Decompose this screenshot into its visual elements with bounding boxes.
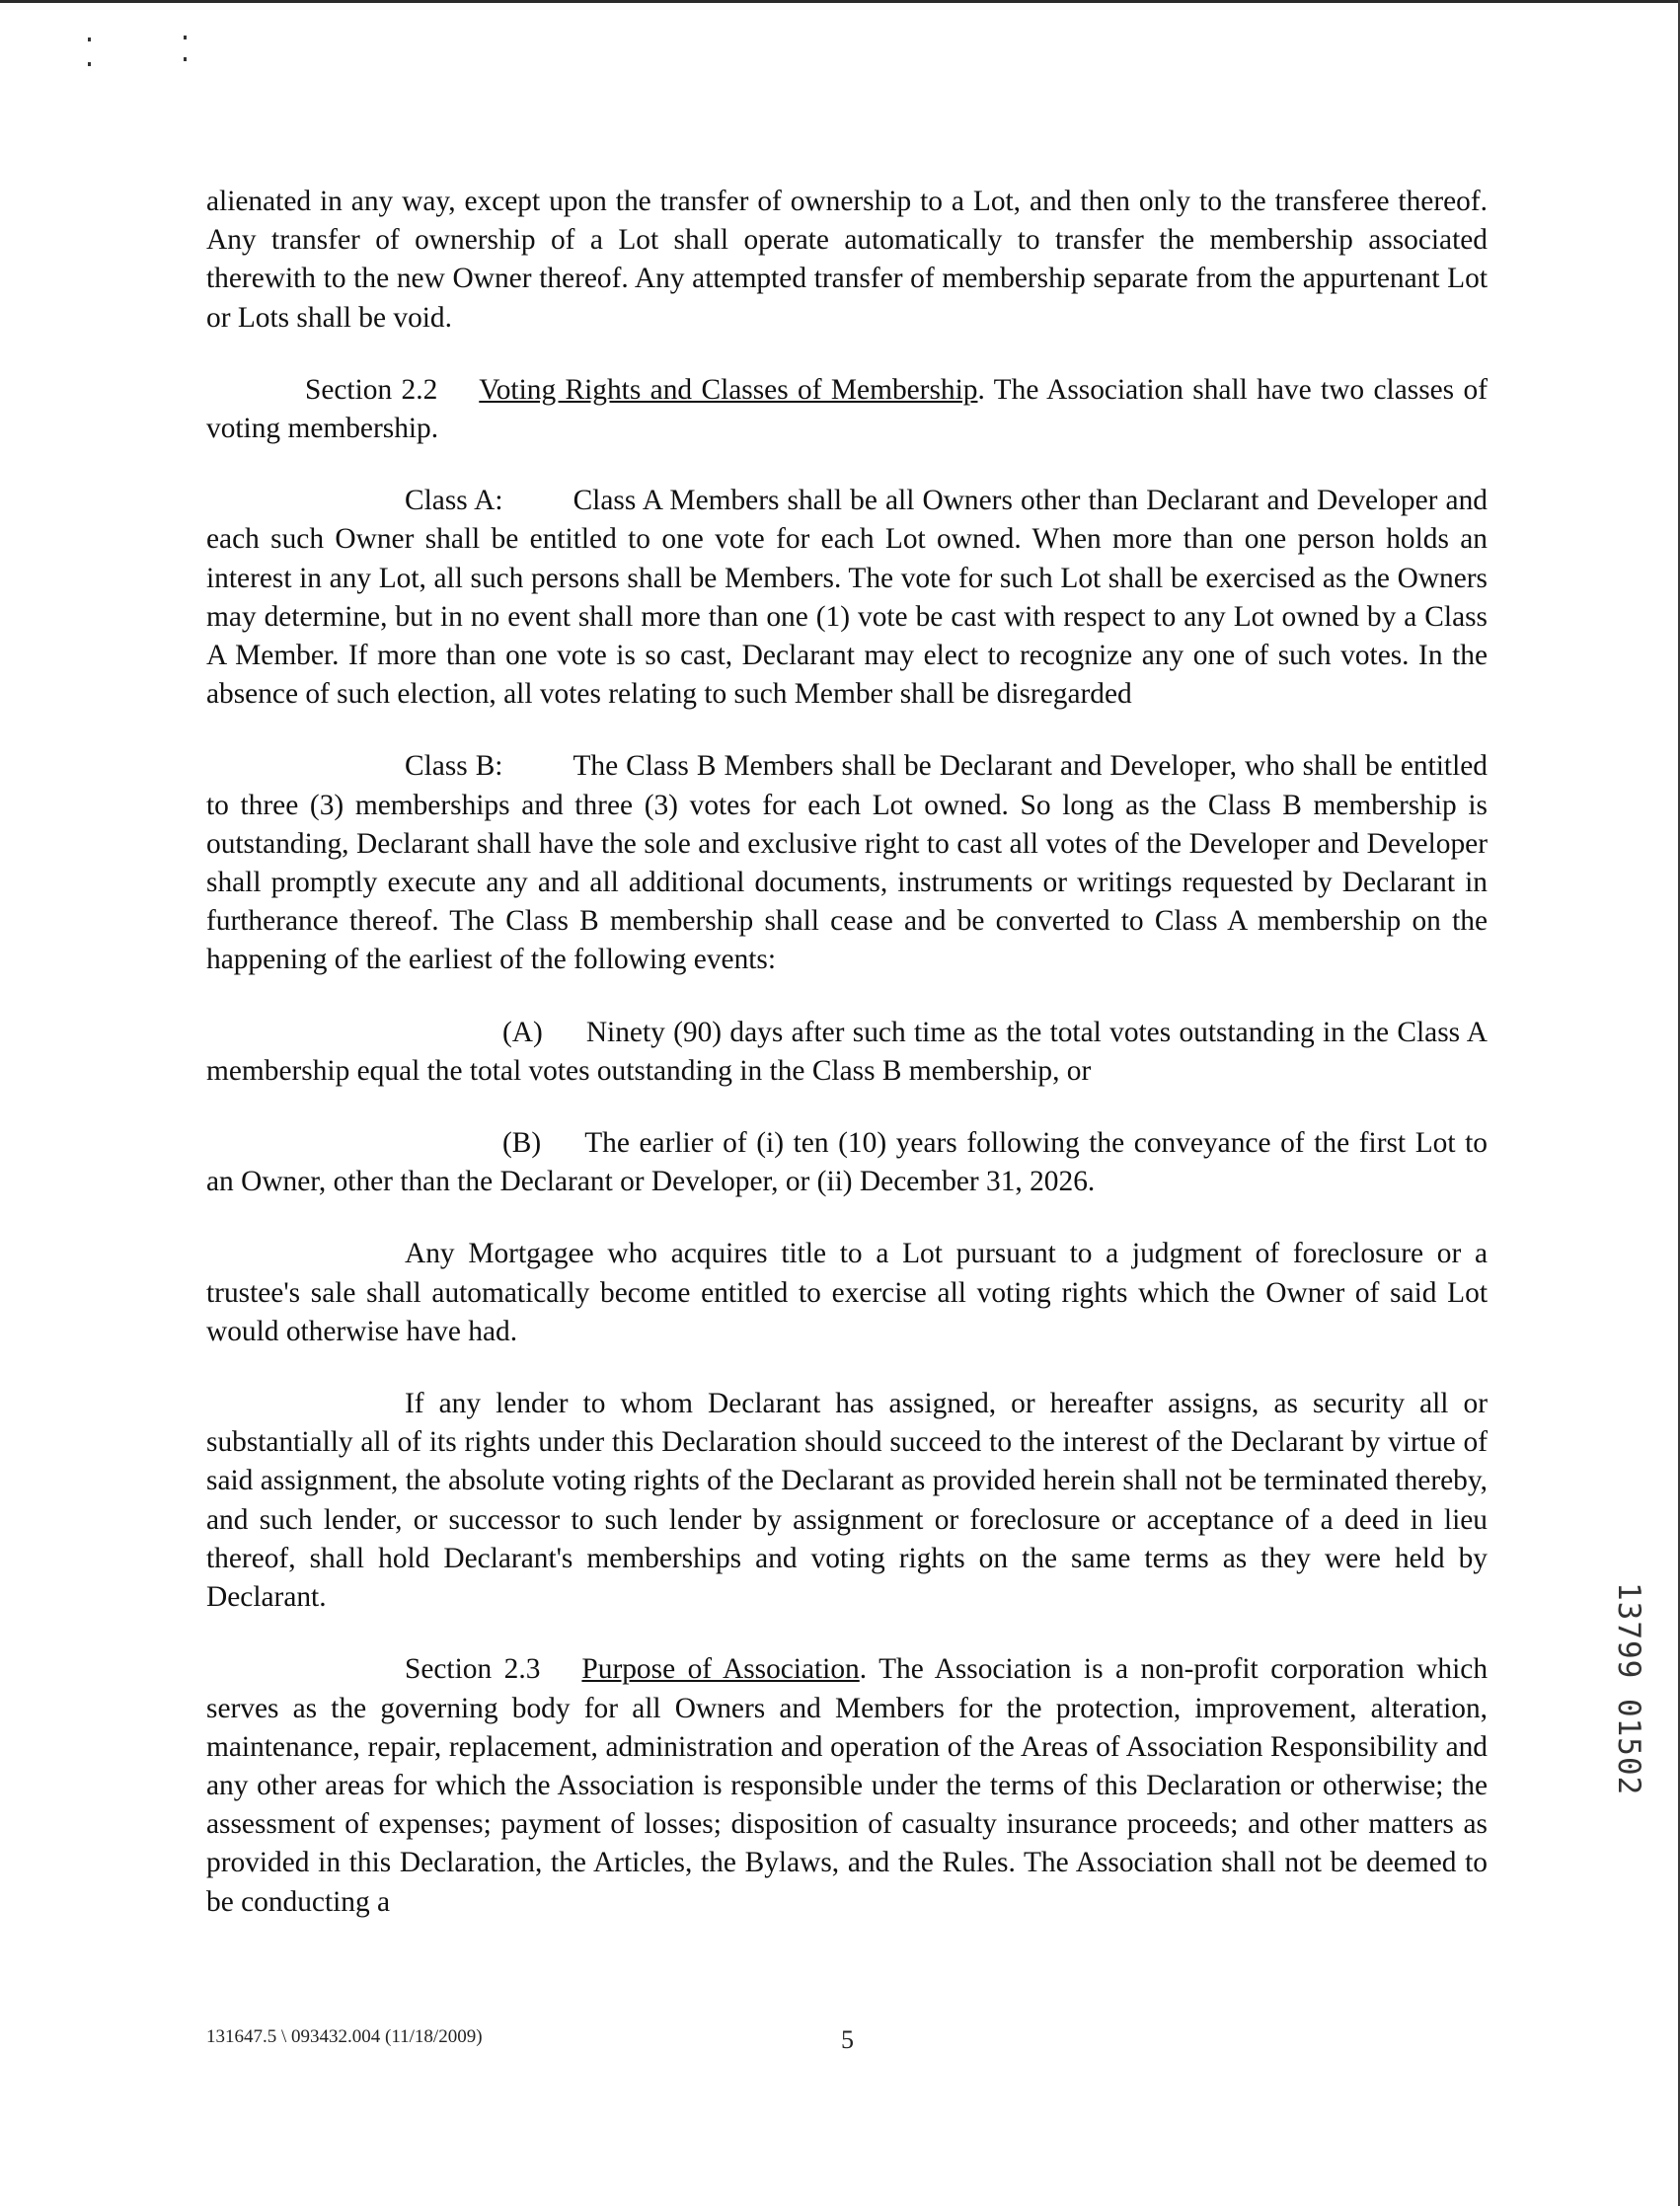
item-b-text: The earlier of (i) ten (10) years following the conveyance of the first Lot to an Owner, other than the Declarant or Developer, or (ii) December 31, 2026. xyxy=(206,1127,1488,1198)
paragraph-membership-transfer: alienated in any way, except upon the transfer of ownership to a Lot, and then only to the transferee thereof. Any transfer of ownership of a Lot shall operate automatically to transfer the membership associated therewith to the new Owner thereof. Any attempted transfer of membership separate from the appurtenant Lot or Lots shall be void. xyxy=(206,186,1488,334)
item-a-text: Ninety (90) days after such time as the total votes outstanding in the Class A membership equal the total votes outstanding in the Class B membership, or xyxy=(206,1016,1488,1087)
recording-stamp-number: 13799 01502 xyxy=(1611,1582,1646,1796)
scan-speck xyxy=(88,38,91,41)
document-body xyxy=(206,183,1488,1955)
paragraph-section-2-3 xyxy=(206,1650,1488,1921)
item-b-label: (B) xyxy=(502,1127,542,1160)
paragraph-mortgagee: Any Mortgagee who acquires title to a Lot pursuant to a judgment of foreclosure or a trustee's sale shall automatically become entitled to exercise all voting rights which the Owner of said Lot would otherwise have had. xyxy=(206,1238,1488,1347)
paragraph-class-a xyxy=(206,482,1488,714)
footer-document-id: 131647.5 \ 093432.004 (11/18/2009) xyxy=(206,2026,483,2047)
class-b-text: The Class B Members shall be Declarant and Developer, who shall be entitled to three (3) memberships and three (3) votes for each Lot owned. So long as the Class B membership is outstanding, Declarant shall have the sole and exclusive right to cast all votes of the Developer and Developer shall promptly execute any and all additional documents, instruments or writings requested by Declarant in furtherance thereof. The Class B membership shall cease and be converted to Class A membership on the happening of the earliest of the following events: xyxy=(206,750,1488,976)
section-2-2-text: . The Association shall have two classes of voting membership. xyxy=(206,373,1488,445)
paragraph-lender: If any lender to whom Declarant has assigned, or hereafter assigns, as security all or substantially all of its rights under this Declaration should succeed to the interest of the Declarant by virtue of said assignment, the absolute voting rights of the Declarant as provided herein shall not be terminated thereby, and such lender, or successor to such lender by assignment or foreclosure or acceptance of a deed in lieu thereof, shall hold Declarant's memberships and voting rights on the same terms as they were held by Declarant. xyxy=(206,1388,1488,1614)
item-a-label: (A) xyxy=(502,1016,543,1048)
paragraph-item-a xyxy=(206,1014,1488,1091)
paragraph-item-b xyxy=(206,1124,1488,1201)
page-number: 5 xyxy=(841,2025,854,2054)
section-2-3-text: . The Association is a non-profit corporation which serves as the governing body for all Owners and Members for the protection, improvement, alteration, maintenance, repair, replacement, administration and operation of the Areas of Association Responsibility and any other areas for which the Association is responsible under the terms of this Declaration or otherwise; the assessment of expenses; payment of losses; disposition of casualty insurance proceeds; and other matters as provided in this Declaration, the Articles, the Bylaws, and the Rules. The Association shall not be deemed to be conducting a xyxy=(206,1653,1489,1918)
class-a-text: Class A Members shall be all Owners other than Declarant and Developer and each such Owner shall be entitled to one vote for each Lot owned. When more than one person holds an interest in any Lot, all such persons shall be Members. The vote for such Lot shall be exercised as the Owners may determine, but in no event shall more than one (1) vote be cast with respect to any Lot owned by a Class A Member. If more than one vote is so cast, Declarant may elect to recognize any one of such votes. In the absence of such election, all votes relating to such Member shall be disregarded xyxy=(206,485,1488,711)
paragraph-class-b xyxy=(206,747,1488,979)
scan-speck xyxy=(184,57,187,61)
scan-edge-top xyxy=(0,0,1680,3)
scan-speck xyxy=(88,62,91,66)
paragraph-section-2-2 xyxy=(206,371,1488,448)
class-b-label: Class B: xyxy=(405,750,503,783)
section-2-3-label: Section 2.3 xyxy=(405,1653,541,1686)
section-2-2-title: Voting Rights and Classes of Membership xyxy=(479,373,978,406)
section-2-2-label: Section 2.2 xyxy=(305,373,438,406)
class-a-label: Class A: xyxy=(405,485,503,517)
scan-speck xyxy=(184,36,187,39)
section-2-3-title: Purpose of Association xyxy=(581,1653,860,1686)
